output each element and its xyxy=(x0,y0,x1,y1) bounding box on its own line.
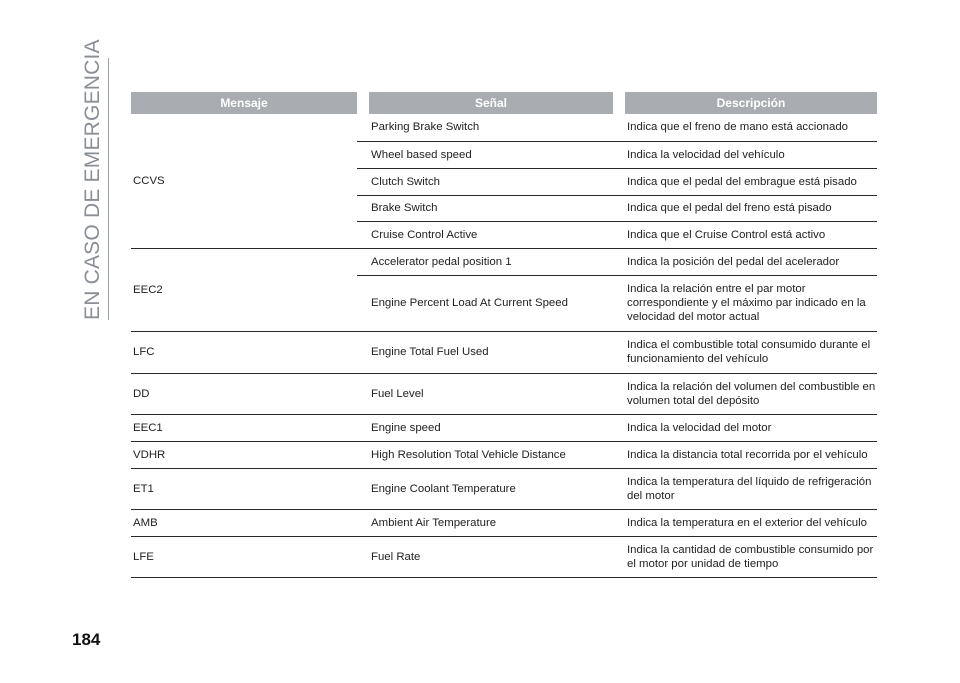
cell-mensaje: LFE xyxy=(131,536,357,577)
table-row xyxy=(131,331,877,373)
cell-senal: Brake Switch xyxy=(369,195,613,221)
section-title-text: EN CASO DE EMERGENCIA xyxy=(81,39,104,320)
cell-senal: Fuel Level xyxy=(369,373,613,414)
cell-senal: Cruise Control Active xyxy=(369,221,613,248)
cell-mensaje: AMB xyxy=(131,509,357,536)
cell-senal: Engine Percent Load At Current Speed xyxy=(369,275,613,331)
table-row xyxy=(131,509,877,536)
signals-table-container xyxy=(131,92,877,578)
table-row xyxy=(131,468,877,509)
cell-descripcion: Indica el combustible total consumido durante el funcionamiento del vehículo xyxy=(625,331,877,373)
cell-senal: Wheel based speed xyxy=(369,141,613,168)
cell-mensaje: ET1 xyxy=(131,468,357,509)
table-body xyxy=(131,114,877,577)
header-senal: Señal xyxy=(369,92,613,114)
header-mensaje: Mensaje xyxy=(131,92,357,114)
cell-descripcion: Indica la cantidad de combustible consumido por el motor por unidad de tiempo xyxy=(625,536,877,577)
cell-mensaje: CCVS xyxy=(131,114,357,248)
cell-senal: Engine Coolant Temperature xyxy=(369,468,613,509)
cell-mensaje: EEC1 xyxy=(131,414,357,441)
table-row xyxy=(131,373,877,414)
cell-senal: Parking Brake Switch xyxy=(369,114,613,141)
cell-descripcion: Indica que el freno de mano está accionado xyxy=(625,114,877,141)
cell-mensaje: DD xyxy=(131,373,357,414)
cell-descripcion: Indica la posición del pedal del acelerador xyxy=(625,248,877,275)
cell-senal: Accelerator pedal position 1 xyxy=(369,248,613,275)
cell-senal: High Resolution Total Vehicle Distance xyxy=(369,441,613,468)
page-number: 184 xyxy=(72,630,101,649)
cell-mensaje: LFC xyxy=(131,331,357,373)
cell-senal: Ambient Air Temperature xyxy=(369,509,613,536)
cell-descripcion: Indica la relación del volumen del combustible en volumen total del depósito xyxy=(625,373,877,414)
table-header-row xyxy=(131,92,877,114)
signals-table xyxy=(131,92,877,578)
table-row xyxy=(131,414,877,441)
cell-descripcion: Indica que el Cruise Control está activo xyxy=(625,221,877,248)
cell-senal: Fuel Rate xyxy=(369,536,613,577)
cell-descripcion: Indica la distancia total recorrida por el vehículo xyxy=(625,441,877,468)
table-row xyxy=(131,248,877,275)
cell-descripcion: Indica que el pedal del embrague está pisado xyxy=(625,168,877,195)
section-divider xyxy=(108,58,109,320)
cell-descripcion: Indica la velocidad del motor xyxy=(625,414,877,441)
cell-mensaje: EEC2 xyxy=(131,248,357,331)
cell-descripcion: Indica la velocidad del vehículo xyxy=(625,141,877,168)
cell-descripcion: Indica la relación entre el par motor correspondiente y el máximo par indicado en la velocidad del motor actual xyxy=(625,275,877,331)
cell-mensaje: VDHR xyxy=(131,441,357,468)
cell-senal: Clutch Switch xyxy=(369,168,613,195)
cell-senal: Engine Total Fuel Used xyxy=(369,331,613,373)
cell-descripcion: Indica que el pedal del freno está pisado xyxy=(625,195,877,221)
table-row xyxy=(131,536,877,577)
table-row xyxy=(131,441,877,468)
header-descripcion: Descripción xyxy=(625,92,877,114)
table-row xyxy=(131,114,877,141)
cell-senal: Engine speed xyxy=(369,414,613,441)
cell-descripcion: Indica la temperatura en el exterior del vehículo xyxy=(625,509,877,536)
cell-descripcion: Indica la temperatura del líquido de refrigeración del motor xyxy=(625,468,877,509)
